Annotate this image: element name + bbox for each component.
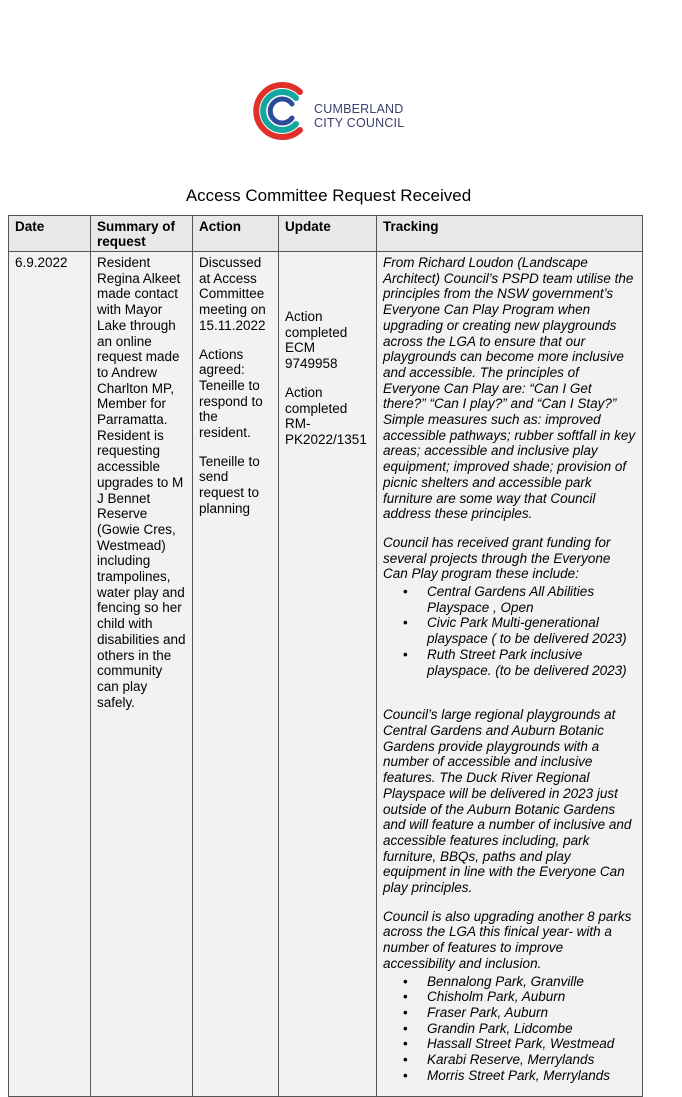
tracking-para-1: From Richard Loudon (Landscape Architect) Council’s PSPD team utilise the principles from the NSW government’s Everyone Can Play Program when upgrading or creating new playgrounds across the LGA to ensure that our playgrounds can become more inclusive and accessible. The principles of Everyone Can Play are: “Can I Get there?” “Can I play?” and “Can I Stay?” Simple measures such as: improved accessible pathways; rubber softfall in key areas; accessible and inclusive play equipment; improved shade; provision of picnic shelters and accessible park furniture are some way that Council address these principles. (383, 255, 636, 522)
request-table (8, 215, 643, 1097)
list-item: • Ruth Street Park inclusive playspace. (to be delivered 2023) (427, 647, 636, 678)
tracking-para-4: Council is also upgrading another 8 parks across the LGA this finical year- with a number of features to improve accessibility and inclusion. (383, 908, 632, 971)
list-item: • Civic Park Multi-generational playspace ( to be delivered 2023) (427, 615, 636, 646)
council-logo-icon (250, 80, 312, 142)
header-date: Date (9, 216, 91, 252)
grant-projects-list (383, 584, 636, 678)
list-item: • Central Gardens All Abilities Playspace , Open (427, 584, 636, 615)
header-tracking: Tracking (377, 216, 643, 252)
list-item: • Bennalong Park, Granville (427, 974, 636, 990)
list-item: • Chisholm Park, Auburn (427, 989, 636, 1005)
action-text-1: Discussed at Access Committee meeting on 15.11.2022 (199, 255, 266, 333)
list-item: • Hassall Street Park, Westmead (427, 1036, 636, 1052)
update-text-2: Action completed RM-PK2022/1351 (285, 384, 367, 447)
table-row (9, 252, 643, 1097)
list-item: • Fraser Park, Auburn (427, 1005, 636, 1021)
logo-line-1: CUMBERLAND (314, 102, 404, 116)
logo-wordmark (314, 102, 404, 130)
list-item: • Karabi Reserve, Merrylands (427, 1052, 636, 1068)
cell-update (279, 252, 377, 1097)
council-logo (250, 80, 410, 152)
park-upgrades-list (383, 974, 636, 1084)
cell-action (193, 252, 279, 1097)
list-item: • Morris Street Park, Merrylands (427, 1068, 636, 1084)
header-summary: Summary of request (91, 216, 193, 252)
header-action: Action (193, 216, 279, 252)
tracking-para-3: Council’s large regional playgrounds at Central Gardens and Auburn Botanic Gardens provide playgrounds with a number of accessible and inclusive features. The Duck River Regional Playspace will be delivered in 2023 just outside of the Auburn Botanic Gardens and will feature a number of inclusive and accessible features including, park furniture, BBQs, paths and play equipment in line with the Everyone Can play principles. (383, 707, 632, 896)
cell-date: 6.9.2022 (9, 252, 91, 1097)
update-text-1: Action completed ECM 9749958 (285, 309, 348, 372)
list-item: • Grandin Park, Lidcombe (427, 1021, 636, 1037)
tracking-para-2: Council has received grant funding for several projects through the Everyone Can Play program these include: (383, 534, 611, 582)
table-header-row (9, 216, 643, 252)
cell-tracking (377, 252, 643, 1097)
logo-line-2: CITY COUNCIL (314, 116, 405, 130)
page-title: Access Committee Request Received (185, 186, 472, 205)
cell-summary: Resident Regina Alkeet made contact with Mayor Lake through an online request made to Andrew Charlton MP, Member for Parramatta. Resident is requesting accessible upgrades to M J Bennet Reserve (Gowie Cres, Westmead) including trampolines, water play and fencing so her child with disabilities and others in the community can play safely. (91, 252, 193, 1097)
action-text-3: Teneille to send request to planning (199, 453, 260, 516)
header-update: Update (279, 216, 377, 252)
action-text-2: Actions agreed: Teneille to respond to the resident. (199, 346, 263, 441)
